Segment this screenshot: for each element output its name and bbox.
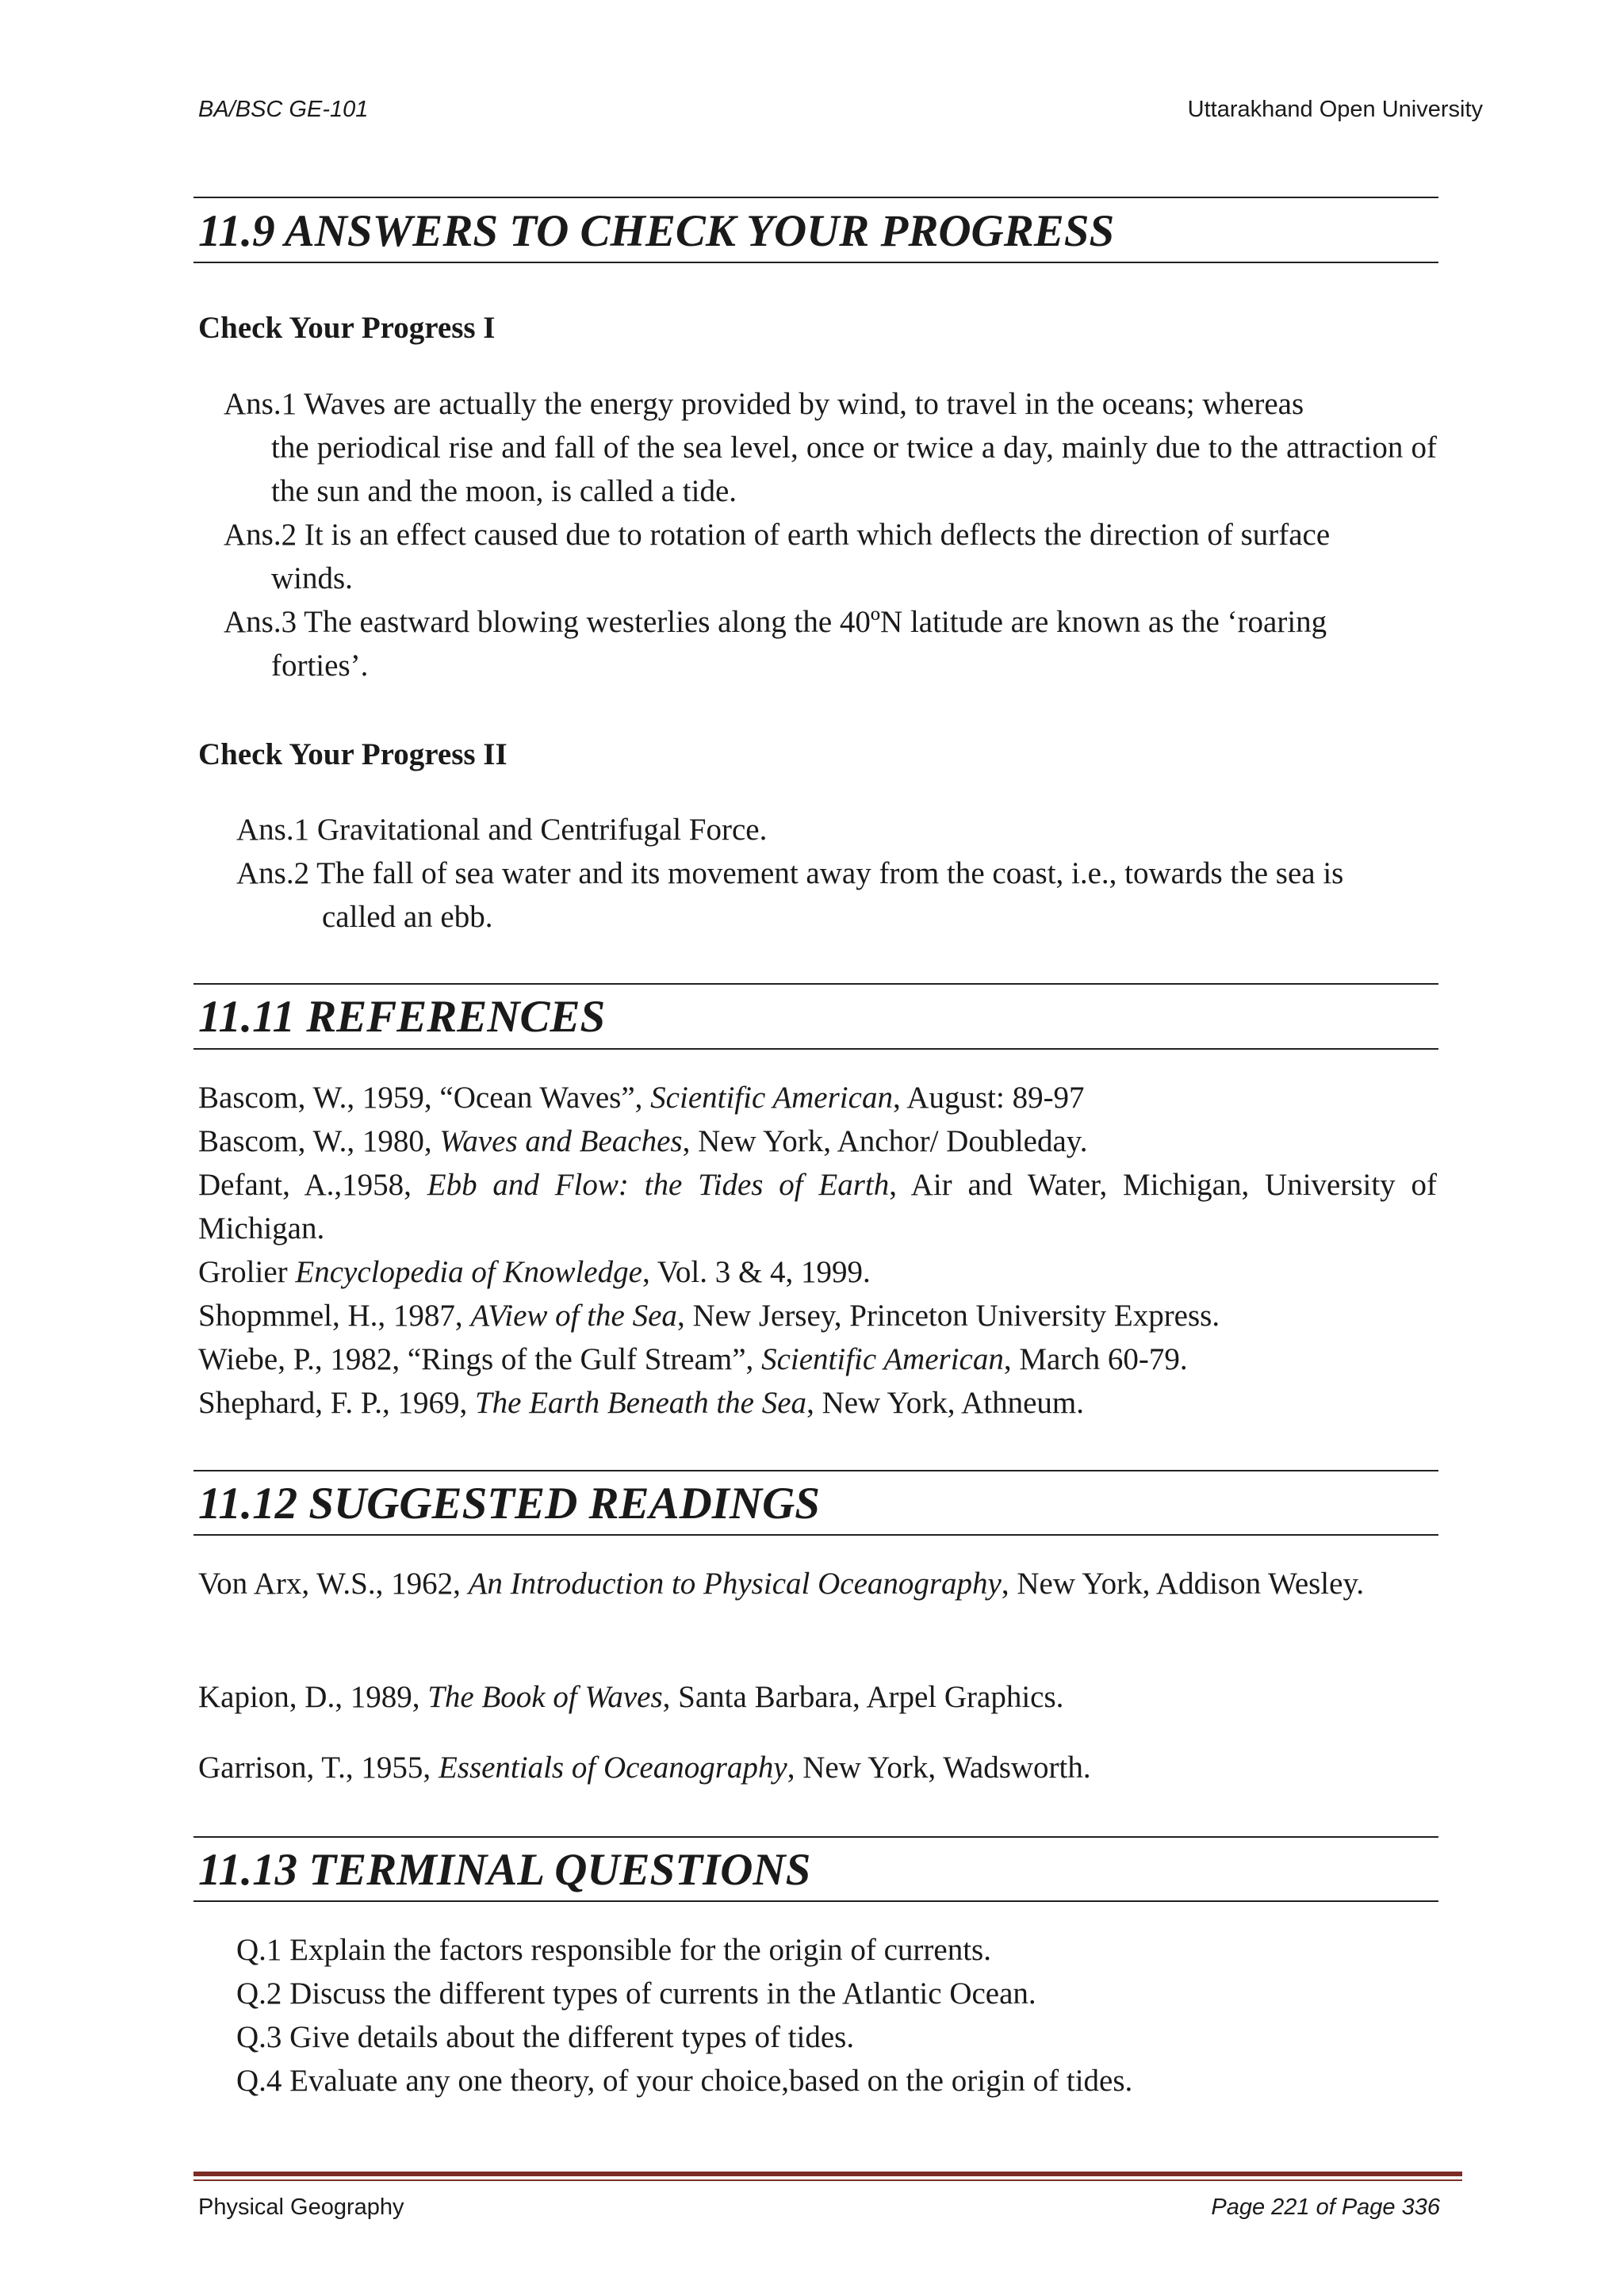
section-title-terminal-questions: 11.13 TERMINAL QUESTIONS <box>198 1845 811 1895</box>
answer-2-2-first: Ans.2 The fall of sea water and its movement away from the coast, i.e., towards the sea is <box>236 856 1344 890</box>
section-rule-top <box>193 1836 1438 1838</box>
reference-item: Bascom, W., 1959, “Ocean Waves”, Scientific American, August: 89-97 <box>198 1081 1085 1115</box>
answer-2-2 <box>236 851 1437 939</box>
section-title-answers: 11.9 ANSWERS TO CHECK YOUR PROGRESS <box>198 206 1115 256</box>
reading-item: Von Arx, W.S., 1962, An Introduction to Physical Oceanography, New York, Addison Wesley. <box>198 1567 1365 1601</box>
subheading-check-progress-1: Check Your Progress I <box>198 311 496 345</box>
answer-1-1-cont: the periodical rise and fall of the sea level, once or twice a day, mainly due to the attraction of the sun and the moon, is called a tide. <box>271 430 1437 508</box>
section-rule-top <box>193 1470 1438 1471</box>
reference-item: Bascom, W., 1980, Waves and Beaches, New York, Anchor/ Doubleday. <box>198 1124 1088 1158</box>
answer-1-2-cont: winds. <box>271 561 353 595</box>
section-rule-bottom <box>193 1048 1438 1050</box>
reading-item: Garrison, T., 1955, Essentials of Oceanography, New York, Wadsworth. <box>198 1751 1091 1785</box>
section-rule-bottom <box>193 1900 1438 1902</box>
answer-2-1: Ans.1 Gravitational and Centrifugal Force. <box>236 813 768 847</box>
section-rule-bottom <box>193 262 1438 263</box>
reference-item: Shephard, F. P., 1969, The Earth Beneath the Sea, New York, Athneum. <box>198 1386 1084 1420</box>
question-item: Q.2 Discuss the different types of currents in the Atlantic Ocean. <box>236 1976 1036 2011</box>
section-title-references: 11.11 REFERENCES <box>198 992 606 1042</box>
answer-1-3-first: Ans.3 The eastward blowing westerlies along the 40ºN latitude are known as the ‘roaring <box>224 605 1327 639</box>
section-title-suggested-readings: 11.12 SUGGESTED READINGS <box>198 1479 820 1529</box>
running-header-course: BA/BSC GE-101 <box>198 97 369 122</box>
footer-subject: Physical Geography <box>198 2195 404 2220</box>
footer-rule-thick <box>193 2172 1462 2176</box>
section-rule-bottom <box>193 1534 1438 1536</box>
footer-rule-thin <box>193 2179 1462 2181</box>
footer-page-number: Page 221 of Page 336 <box>1211 2195 1440 2220</box>
answer-1-2-first: Ans.2 It is an effect caused due to rotation of earth which deflects the direction of surface <box>224 518 1331 552</box>
reference-item: Grolier Encyclopedia of Knowledge, Vol. 3 & 4, 1999. <box>198 1255 871 1289</box>
question-item: Q.3 Give details about the different types of tides. <box>236 2020 855 2054</box>
subheading-check-progress-2: Check Your Progress II <box>198 737 508 771</box>
reference-item: Defant, A.,1958, Ebb and Flow: the Tides of Earth, Air and Water, Michigan, University of Michigan. <box>198 1168 1437 1246</box>
question-item: Q.4 Evaluate any one theory, of your choice,based on the origin of tides. <box>236 2064 1133 2098</box>
answer-1-2 <box>224 513 1437 600</box>
reading-item: Kapion, D., 1989, The Book of Waves, Santa Barbara, Arpel Graphics. <box>198 1680 1064 1714</box>
question-item: Q.1 Explain the factors responsible for the origin of currents. <box>236 1933 991 1967</box>
answer-1-1 <box>224 382 1437 513</box>
answer-1-3-cont: forties’. <box>271 649 369 683</box>
answer-2-2-cont: called an ebb. <box>322 900 493 934</box>
running-header-university: Uttarakhand Open University <box>1187 97 1483 122</box>
section-rule-top <box>193 983 1438 985</box>
answer-1-1-first: Ans.1 Waves are actually the energy provided by wind, to travel in the oceans; whereas <box>224 387 1304 421</box>
reference-item: Wiebe, P., 1982, “Rings of the Gulf Stream”, Scientific American, March 60-79. <box>198 1342 1188 1376</box>
answer-1-3 <box>224 600 1437 687</box>
section-rule-top <box>193 197 1438 198</box>
reference-item: Shopmmel, H., 1987, AView of the Sea, New Jersey, Princeton University Express. <box>198 1299 1220 1333</box>
